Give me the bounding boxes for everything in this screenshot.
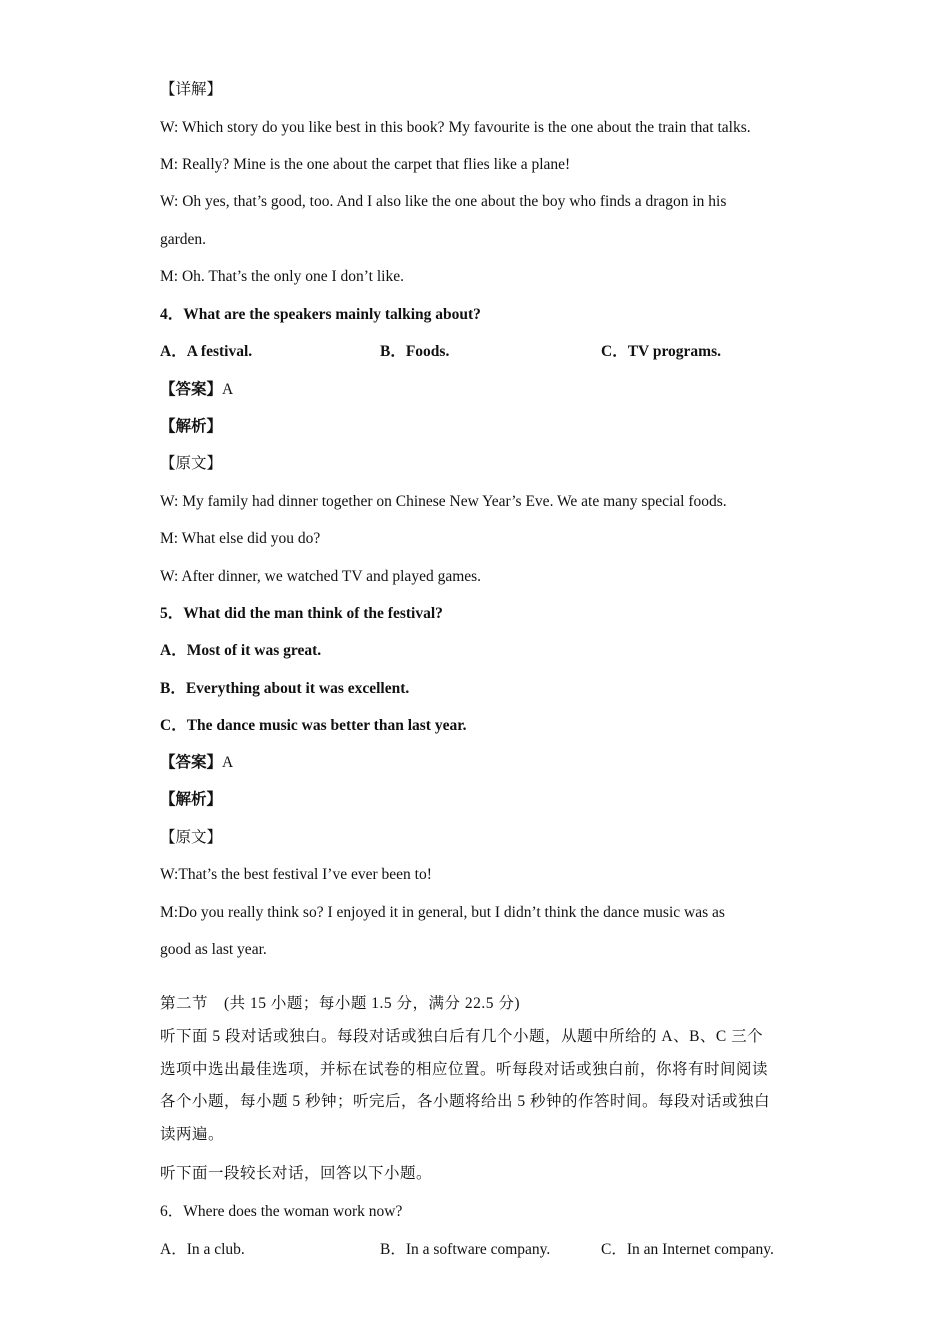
q5-answer [160,753,233,773]
q4-analysis-heading: 【解析】 [160,418,223,435]
dialogue-line: garden. [160,231,207,248]
dialogue-line: M: Oh. That’s the only one I don’t like. [160,268,404,285]
instruction-line: 听下面 5 段对话或独白。每段对话或独白后有几个小题，从题中所给的 A、B、C 三个 [160,1028,764,1045]
q4-option-c: C．TV programs. [601,343,721,360]
q5-option-b: B．Everything about it was excellent. [160,680,410,697]
dialogue-line: M:Do you really think so? I enjoyed it in general, but I didn’t think the dance music was as [160,904,725,921]
dialogue-line: good as last year. [160,941,267,958]
question-5: 5．What did the man think of the festival? [160,605,443,622]
dialogue-line: W: Oh yes, that’s good, too. And I also like the one about the boy who finds a dragon in his [160,193,727,210]
q4-answer [160,380,233,400]
q5-option-a: A．Most of it was great. [160,642,322,659]
q5-original-heading: 【原文】 [160,829,223,846]
answer-label: 【答案】 [160,381,223,398]
q4-option-a: A．A festival. [160,343,253,360]
question-4: 4．What are the speakers mainly talking about? [160,306,481,323]
answer-value: A [222,754,234,771]
q5-analysis-heading: 【解析】 [160,791,223,808]
instruction-line: 各个小题，每小题 5 秒钟；听完后，各小题将给出 5 秒钟的作答时间。每段对话或独白 [160,1093,771,1110]
q4-original-heading: 【原文】 [160,455,223,472]
instruction-line: 读两遍。 [160,1126,225,1143]
dialogue-line: W: Which story do you like best in this book? My favourite is the one about the train that talks. [160,119,751,136]
answer-value: A [222,381,234,398]
answer-label: 【答案】 [160,754,223,771]
q6-option-b: B．In a software company. [380,1241,551,1258]
q5-option-c: C．The dance music was better than last year. [160,717,467,734]
question-6: 6．Where does the woman work now? [160,1203,403,1220]
section-heading: 第二节 (共 15 小题；每小题 1.5 分，满分 22.5 分) [160,995,521,1012]
detail-heading: 【详解】 [160,81,223,98]
dialogue-line: W:That’s the best festival I’ve ever been to! [160,866,432,883]
q6-option-c: C．In an Internet company. [601,1241,774,1258]
dialogue-line: W: My family had dinner together on Chinese New Year’s Eve. We ate many special foods. [160,493,727,510]
dialogue-line: M: What else did you do? [160,530,321,547]
dialogue-line: M: Really? Mine is the one about the carpet that flies like a plane! [160,156,571,173]
dialogue-intro: 听下面一段较长对话，回答以下小题。 [160,1165,433,1182]
q6-option-a: A．In a club. [160,1241,245,1258]
instruction-line: 选项中选出最佳选项，并标在试卷的相应位置。听每段对话或独白前，你将有时间阅读 [160,1061,769,1078]
dialogue-line: W: After dinner, we watched TV and played games. [160,568,482,585]
q4-option-b: B．Foods. [380,343,450,360]
